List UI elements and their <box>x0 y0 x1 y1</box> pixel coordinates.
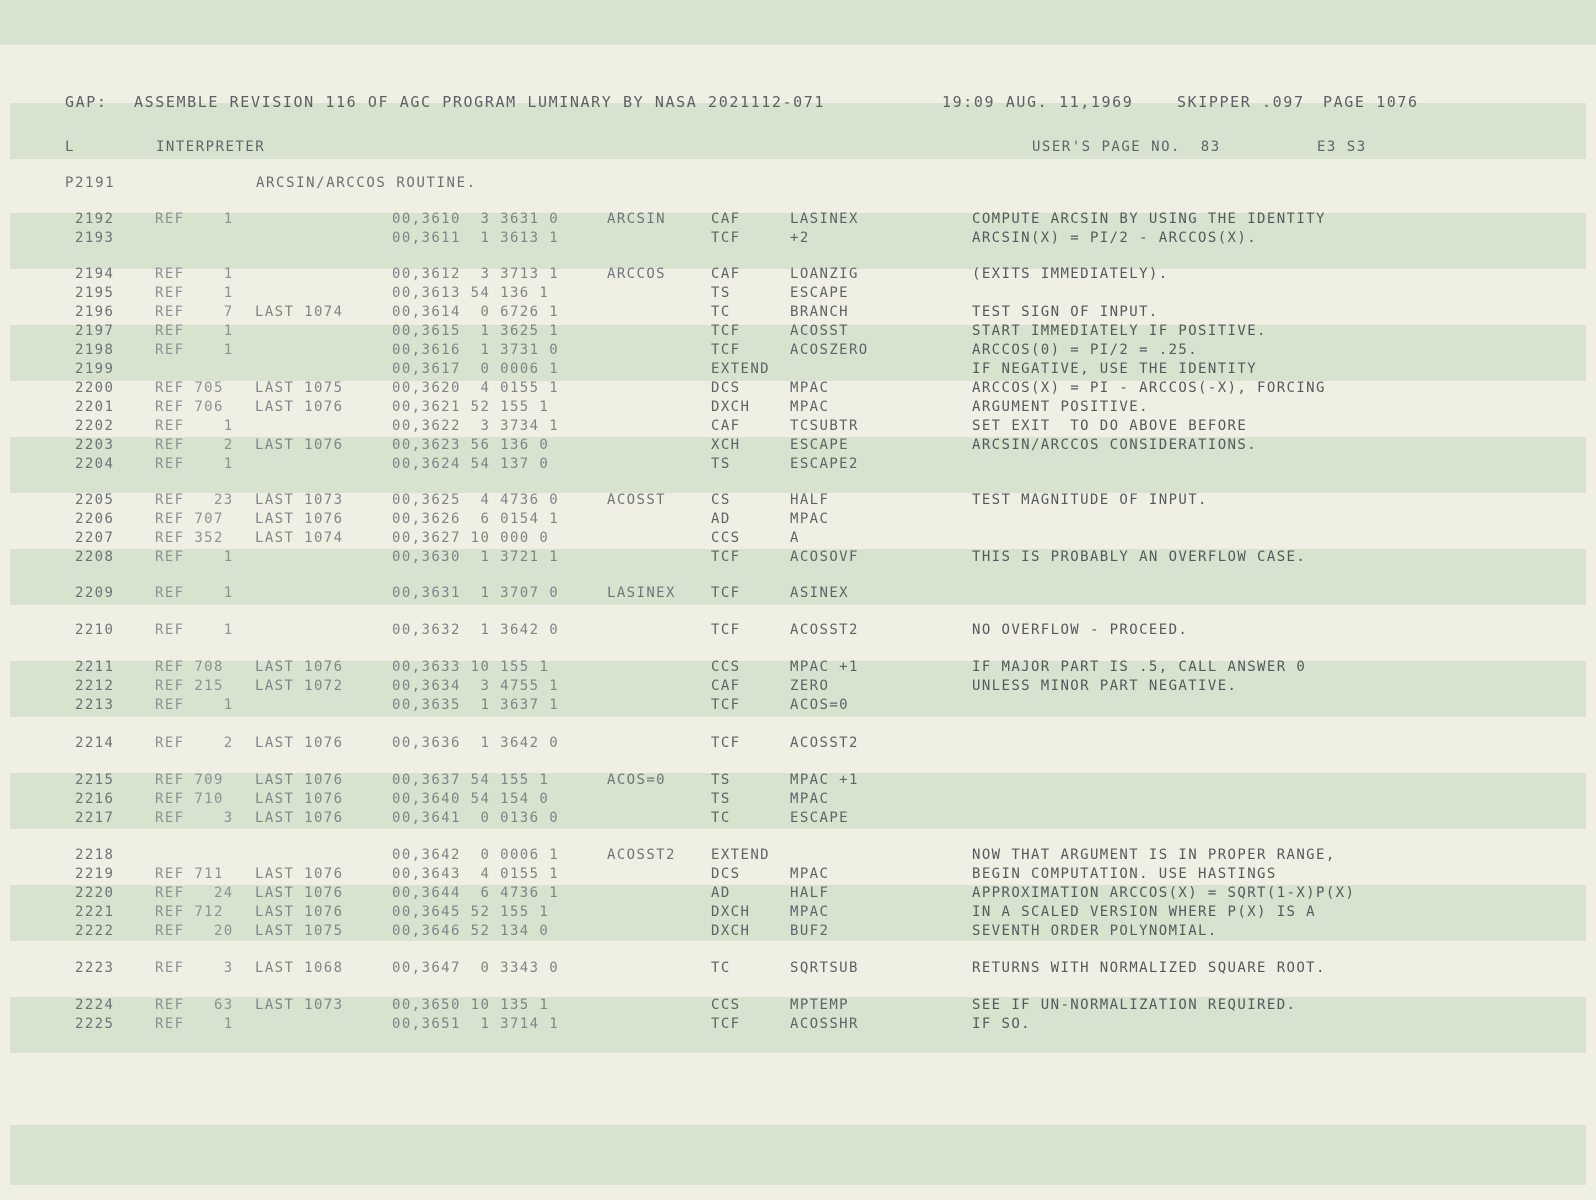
row-op: TS <box>711 285 731 301</box>
row-op: CAF <box>711 211 741 227</box>
row-addr: 00,3616 1 3731 0 <box>392 342 560 358</box>
row-line: 2194 <box>75 266 115 282</box>
row-addr: 00,3644 6 4736 1 <box>392 885 560 901</box>
row-line: 2225 <box>75 1016 115 1032</box>
row-ref: REF 1 <box>155 285 234 301</box>
row-arg: ZERO <box>790 678 830 694</box>
row-addr: 00,3614 0 6726 1 <box>392 304 560 320</box>
row-line: 2196 <box>75 304 115 320</box>
row-arg: ACOSST2 <box>790 735 859 751</box>
row-op: DXCH <box>711 923 751 939</box>
row-ref: REF 3 <box>155 810 234 826</box>
row-last: LAST 1073 <box>255 997 344 1013</box>
row-arg: MPAC <box>790 399 830 415</box>
row-last: LAST 1068 <box>255 960 344 976</box>
row-op: TCF <box>711 323 741 339</box>
row-line: 2212 <box>75 678 115 694</box>
row-comment: SEVENTH ORDER POLYNOMIAL. <box>972 923 1218 939</box>
row-arg: A <box>790 530 800 546</box>
row-label: ACOSST2 <box>607 847 676 863</box>
row-ref: REF 2 <box>155 735 234 751</box>
row-ref: REF 7 <box>155 304 234 320</box>
row-ref: REF 23 <box>155 492 234 508</box>
row-ref: REF 1 <box>155 549 234 565</box>
row-line: 2215 <box>75 772 115 788</box>
row-addr: 00,3615 1 3625 1 <box>392 323 560 339</box>
row-comment: IF SO. <box>972 1016 1031 1032</box>
listing-row <box>0 399 1596 418</box>
listing-row <box>0 456 1596 475</box>
row-arg: BUF2 <box>790 923 830 939</box>
row-line: 2208 <box>75 549 115 565</box>
row-ref: REF 1 <box>155 342 234 358</box>
row-label: ACOSST <box>607 492 666 508</box>
row-arg: ACOS=0 <box>790 697 849 713</box>
row-addr: 00,3651 1 3714 1 <box>392 1016 560 1032</box>
row-addr: 00,3647 0 3343 0 <box>392 960 560 976</box>
row-line: 2209 <box>75 585 115 601</box>
row-line: 2201 <box>75 399 115 415</box>
row-last: LAST 1076 <box>255 511 344 527</box>
header-assembly: ASSEMBLE REVISION 116 OF AGC PROGRAM LUMINARY BY NASA 2021112-071 <box>134 93 825 111</box>
row-ref: REF 706 <box>155 399 224 415</box>
row-arg: MPAC <box>790 791 830 807</box>
row-line: 2223 <box>75 960 115 976</box>
listing-row <box>0 437 1596 456</box>
row-op: DCS <box>711 380 741 396</box>
row-comment: IF NEGATIVE, USE THE IDENTITY <box>972 361 1258 377</box>
row-op: CAF <box>711 266 741 282</box>
row-comment: ARCSIN(X) = PI/2 - ARCCOS(X). <box>972 230 1258 246</box>
row-comment: BEGIN COMPUTATION. USE HASTINGS <box>972 866 1277 882</box>
row-ref: REF 1 <box>155 266 234 282</box>
row-addr: 00,3643 4 0155 1 <box>392 866 560 882</box>
row-op: TCF <box>711 549 741 565</box>
row-ref: REF 709 <box>155 772 224 788</box>
row-last: LAST 1076 <box>255 810 344 826</box>
row-op: AD <box>711 885 731 901</box>
row-comment: NO OVERFLOW - PROCEED. <box>972 622 1189 638</box>
row-comment: ARCCOS(0) = PI/2 = .25. <box>972 342 1199 358</box>
row-comment: SET EXIT TO DO ABOVE BEFORE <box>972 418 1248 434</box>
row-op: EXTEND <box>711 361 770 377</box>
row-addr: 00,3624 54 137 0 <box>392 456 550 472</box>
row-ref: REF 1 <box>155 323 234 339</box>
row-addr: 00,3641 0 0136 0 <box>392 810 560 826</box>
row-line: 2214 <box>75 735 115 751</box>
row-label: ARCSIN <box>607 211 666 227</box>
row-addr: 00,3625 4 4736 0 <box>392 492 560 508</box>
row-arg: ACOSOVF <box>790 549 859 565</box>
listing-row <box>0 697 1596 716</box>
listing-row <box>0 659 1596 678</box>
row-comment: START IMMEDIATELY IF POSITIVE. <box>972 323 1267 339</box>
row-ref: REF 710 <box>155 791 224 807</box>
header-skipper: SKIPPER .097 <box>1177 93 1305 111</box>
row-ref: REF 1 <box>155 585 234 601</box>
row-addr: 00,3642 0 0006 1 <box>392 847 560 863</box>
row-arg: ESCAPE <box>790 437 849 453</box>
row-arg: HALF <box>790 885 830 901</box>
row-arg: +2 <box>790 230 810 246</box>
listing-row <box>0 885 1596 904</box>
row-last: LAST 1076 <box>255 735 344 751</box>
row-arg: ACOSST <box>790 323 849 339</box>
row-op: TS <box>711 456 731 472</box>
row-op: TCF <box>711 697 741 713</box>
row-ref: REF 707 <box>155 511 224 527</box>
row-op: TS <box>711 772 731 788</box>
listing-row <box>0 847 1596 866</box>
row-op: CCS <box>711 659 741 675</box>
listing-row <box>0 230 1596 249</box>
listing-row <box>0 266 1596 285</box>
row-addr: 00,3645 52 155 1 <box>392 904 550 920</box>
row-addr: 00,3640 54 154 0 <box>392 791 550 807</box>
row-label: ARCCOS <box>607 266 666 282</box>
row-last: LAST 1074 <box>255 530 344 546</box>
row-line: 2192 <box>75 211 115 227</box>
row-comment: TEST MAGNITUDE OF INPUT. <box>972 492 1208 508</box>
row-arg: MPAC +1 <box>790 772 859 788</box>
listing-row <box>0 549 1596 568</box>
row-comment: ARCCOS(X) = PI - ARCCOS(-X), FORCING <box>972 380 1326 396</box>
listing-row <box>0 904 1596 923</box>
row-arg: ASINEX <box>790 585 849 601</box>
row-last: LAST 1076 <box>255 791 344 807</box>
row-arg: ESCAPE <box>790 285 849 301</box>
row-addr: 00,3611 1 3613 1 <box>392 230 560 246</box>
row-op: CAF <box>711 678 741 694</box>
row-op: TC <box>711 304 731 320</box>
row-addr: 00,3613 54 136 1 <box>392 285 550 301</box>
row-comment: RETURNS WITH NORMALIZED SQUARE ROOT. <box>972 960 1326 976</box>
row-label: ACOS=0 <box>607 772 666 788</box>
listing-row <box>0 866 1596 885</box>
row-ref: REF 1 <box>155 456 234 472</box>
row-addr: 00,3650 10 135 1 <box>392 997 550 1013</box>
row-addr: 00,3636 1 3642 0 <box>392 735 560 751</box>
header-gap: GAP: <box>65 93 108 111</box>
row-comment: IF MAJOR PART IS .5, CALL ANSWER 0 <box>972 659 1307 675</box>
row-op: TS <box>711 791 731 807</box>
row-line: 2217 <box>75 810 115 826</box>
row-addr: 00,3627 10 000 0 <box>392 530 550 546</box>
row-last: LAST 1075 <box>255 380 344 396</box>
listing-row <box>0 810 1596 829</box>
row-op: TCF <box>711 585 741 601</box>
listing-row <box>0 923 1596 942</box>
row-last: LAST 1076 <box>255 885 344 901</box>
row-op: CAF <box>711 418 741 434</box>
row-addr: 00,3617 0 0006 1 <box>392 361 560 377</box>
row-addr: 00,3622 3 3734 1 <box>392 418 560 434</box>
row-last: LAST 1076 <box>255 399 344 415</box>
row-comment: ARGUMENT POSITIVE. <box>972 399 1149 415</box>
row-ref: REF 1 <box>155 211 234 227</box>
row-line: 2221 <box>75 904 115 920</box>
row-arg: MPAC <box>790 511 830 527</box>
listing-row <box>0 323 1596 342</box>
row-ref: REF 711 <box>155 866 224 882</box>
row-op: DXCH <box>711 904 751 920</box>
row-ref: REF 1 <box>155 1016 234 1032</box>
row-line: 2207 <box>75 530 115 546</box>
row-op: TC <box>711 960 731 976</box>
row-arg: MPTEMP <box>790 997 849 1013</box>
row-last: LAST 1076 <box>255 904 344 920</box>
row-addr: 00,3610 3 3631 0 <box>392 211 560 227</box>
listing-row <box>0 285 1596 304</box>
listing-row <box>0 735 1596 754</box>
row-last: LAST 1076 <box>255 866 344 882</box>
row-op: DXCH <box>711 399 751 415</box>
row-last: LAST 1076 <box>255 437 344 453</box>
row-line: 2213 <box>75 697 115 713</box>
title-line-number: P2191 <box>65 175 116 191</box>
row-ref: REF 1 <box>155 418 234 434</box>
row-addr: 00,3632 1 3642 0 <box>392 622 560 638</box>
listing-row <box>0 530 1596 549</box>
row-line: 2200 <box>75 380 115 396</box>
row-line: 2204 <box>75 456 115 472</box>
row-arg: ACOSSHR <box>790 1016 859 1032</box>
row-label: LASINEX <box>607 585 676 601</box>
row-arg: MPAC <box>790 866 830 882</box>
row-line: 2205 <box>75 492 115 508</box>
row-addr: 00,3637 54 155 1 <box>392 772 550 788</box>
row-last: LAST 1075 <box>255 923 344 939</box>
row-ref: REF 712 <box>155 904 224 920</box>
row-op: XCH <box>711 437 741 453</box>
row-comment: ARCSIN/ARCCOS CONSIDERATIONS. <box>972 437 1258 453</box>
subheader-left: L <box>65 139 75 155</box>
listing-row <box>0 380 1596 399</box>
row-comment: IN A SCALED VERSION WHERE P(X) IS A <box>972 904 1317 920</box>
row-line: 2197 <box>75 323 115 339</box>
row-line: 2218 <box>75 847 115 863</box>
row-ref: REF 705 <box>155 380 224 396</box>
row-addr: 00,3626 6 0154 1 <box>392 511 560 527</box>
row-op: TCF <box>711 342 741 358</box>
row-arg: LASINEX <box>790 211 859 227</box>
row-op: EXTEND <box>711 847 770 863</box>
listing-row <box>0 511 1596 530</box>
title-text: ARCSIN/ARCCOS ROUTINE. <box>256 175 477 191</box>
row-ref: REF 20 <box>155 923 234 939</box>
row-ref: REF 3 <box>155 960 234 976</box>
listing-row <box>0 791 1596 810</box>
row-comment: TEST SIGN OF INPUT. <box>972 304 1159 320</box>
listing-row <box>0 678 1596 697</box>
subheader-code: E3 S3 <box>1317 139 1367 155</box>
row-arg: LOANZIG <box>790 266 859 282</box>
subheader-user-page: USER'S PAGE NO. 83 <box>1032 139 1221 155</box>
row-addr: 00,3631 1 3707 0 <box>392 585 560 601</box>
row-last: LAST 1076 <box>255 772 344 788</box>
row-op: CS <box>711 492 731 508</box>
row-op: TC <box>711 810 731 826</box>
row-comment: (EXITS IMMEDIATELY). <box>972 266 1169 282</box>
listing-row <box>0 772 1596 791</box>
listing-row <box>0 211 1596 230</box>
row-line: 2210 <box>75 622 115 638</box>
row-line: 2199 <box>75 361 115 377</box>
row-last: LAST 1073 <box>255 492 344 508</box>
row-ref: REF 708 <box>155 659 224 675</box>
row-arg: MPAC <box>790 904 830 920</box>
listing-row <box>0 418 1596 437</box>
row-last: LAST 1072 <box>255 678 344 694</box>
row-ref: REF 1 <box>155 697 234 713</box>
row-op: CCS <box>711 530 741 546</box>
row-comment: THIS IS PROBABLY AN OVERFLOW CASE. <box>972 549 1307 565</box>
listing-row <box>0 492 1596 511</box>
row-line: 2211 <box>75 659 115 675</box>
row-last: LAST 1076 <box>255 659 344 675</box>
row-line: 2198 <box>75 342 115 358</box>
row-line: 2216 <box>75 791 115 807</box>
row-op: CCS <box>711 997 741 1013</box>
listing-row <box>0 585 1596 604</box>
row-op: TCF <box>711 1016 741 1032</box>
row-line: 2193 <box>75 230 115 246</box>
row-addr: 00,3646 52 134 0 <box>392 923 550 939</box>
row-arg: HALF <box>790 492 830 508</box>
row-comment: NOW THAT ARGUMENT IS IN PROPER RANGE, <box>972 847 1336 863</box>
row-line: 2219 <box>75 866 115 882</box>
header-time-date: 19:09 AUG. 11,1969 <box>942 93 1134 111</box>
row-addr: 00,3634 3 4755 1 <box>392 678 560 694</box>
row-arg: ESCAPE2 <box>790 456 859 472</box>
row-line: 2224 <box>75 997 115 1013</box>
row-arg: BRANCH <box>790 304 849 320</box>
row-line: 2206 <box>75 511 115 527</box>
row-ref: REF 63 <box>155 997 234 1013</box>
row-arg: MPAC +1 <box>790 659 859 675</box>
listing-row <box>0 960 1596 979</box>
row-ref: REF 2 <box>155 437 234 453</box>
row-line: 2203 <box>75 437 115 453</box>
row-arg: MPAC <box>790 380 830 396</box>
row-arg: ACOSST2 <box>790 622 859 638</box>
row-ref: REF 352 <box>155 530 224 546</box>
row-line: 2195 <box>75 285 115 301</box>
listing-row <box>0 997 1596 1016</box>
listing-row <box>0 622 1596 641</box>
row-ref: REF 24 <box>155 885 234 901</box>
row-ref: REF 1 <box>155 622 234 638</box>
row-op: TCF <box>711 735 741 751</box>
row-arg: ESCAPE <box>790 810 849 826</box>
listing-row <box>0 342 1596 361</box>
row-addr: 00,3621 52 155 1 <box>392 399 550 415</box>
row-addr: 00,3633 10 155 1 <box>392 659 550 675</box>
row-op: TCF <box>711 230 741 246</box>
row-op: AD <box>711 511 731 527</box>
row-comment: APPROXIMATION ARCCOS(X) = SQRT(1-X)P(X) <box>972 885 1356 901</box>
row-comment: SEE IF UN-NORMALIZATION REQUIRED. <box>972 997 1297 1013</box>
row-ref: REF 215 <box>155 678 224 694</box>
row-addr: 00,3630 1 3721 1 <box>392 549 560 565</box>
row-op: TCF <box>711 622 741 638</box>
listing-row <box>0 361 1596 380</box>
row-addr: 00,3635 1 3637 1 <box>392 697 560 713</box>
row-arg: ACOSZERO <box>790 342 869 358</box>
row-addr: 00,3620 4 0155 1 <box>392 380 560 396</box>
row-addr: 00,3623 56 136 0 <box>392 437 550 453</box>
row-last: LAST 1074 <box>255 304 344 320</box>
row-line: 2220 <box>75 885 115 901</box>
listing-row <box>0 1016 1596 1035</box>
row-line: 2222 <box>75 923 115 939</box>
subheader-section: INTERPRETER <box>156 139 266 155</box>
row-addr: 00,3612 3 3713 1 <box>392 266 560 282</box>
row-comment: UNLESS MINOR PART NEGATIVE. <box>972 678 1238 694</box>
row-arg: SQRTSUB <box>790 960 859 976</box>
header-page: PAGE 1076 <box>1323 93 1419 111</box>
row-arg: TCSUBTR <box>790 418 859 434</box>
listing-row <box>0 304 1596 323</box>
row-comment: COMPUTE ARCSIN BY USING THE IDENTITY <box>972 211 1326 227</box>
row-line: 2202 <box>75 418 115 434</box>
row-op: DCS <box>711 866 741 882</box>
